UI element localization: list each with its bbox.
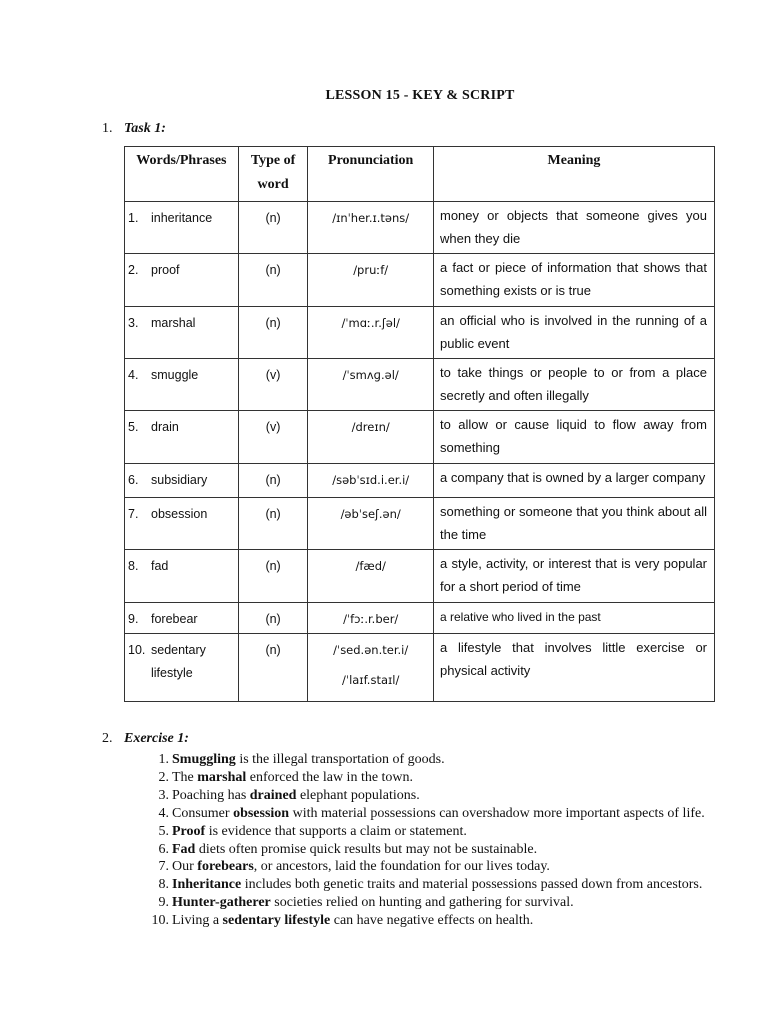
meaning-cell: a company that is owned by a larger company — [434, 464, 715, 498]
word-text: obsession — [151, 507, 208, 521]
item-text-before: Living a — [172, 913, 223, 929]
row-number: 2. — [128, 263, 139, 277]
pronunciation-cell: /pruːf/ — [308, 254, 434, 307]
item-number: 8. — [158, 877, 169, 893]
table-row — [125, 254, 715, 307]
item-number: 3. — [158, 787, 169, 803]
meaning-cell: to allow or cause liquid to flow away from something — [434, 411, 715, 464]
pronunciation-line: /ˈsed.ən.ter.i/ — [333, 643, 409, 657]
exercise1-heading — [102, 731, 189, 747]
meaning-cell: an official who is involved in the running of a public event — [434, 307, 715, 359]
table-row — [125, 202, 715, 254]
meaning-cell: a style, activity, or interest that is very popular for a short period of time — [434, 550, 715, 603]
list-item — [147, 769, 705, 787]
item-keyword: marshal — [197, 769, 247, 785]
item-keyword: forebears — [197, 859, 254, 875]
word-cell — [125, 202, 239, 254]
type-cell: (n) — [238, 603, 308, 634]
pronunciation-line: /ˈlaɪf.staɪl/ — [342, 673, 400, 687]
item-text-before: Consumer — [172, 805, 234, 821]
item-text-after: diets often promise quick results but may not be sustainable. — [195, 841, 538, 857]
type-cell: (v) — [238, 411, 308, 464]
task1-number: 1. — [102, 121, 113, 136]
exercise1-number: 2. — [102, 731, 113, 746]
table-row — [125, 603, 715, 634]
item-number: 7. — [158, 859, 169, 875]
type-cell: (n) — [238, 550, 308, 603]
table-row — [125, 411, 715, 464]
item-number: 10. — [151, 913, 169, 929]
header-words: Words/Phrases — [125, 147, 239, 202]
word-text: forebear — [151, 612, 198, 626]
item-keyword: Fad — [172, 841, 196, 857]
exercise1-label: Exercise 1: — [124, 731, 189, 746]
list-item — [147, 894, 705, 912]
table-header-row — [125, 147, 715, 202]
meaning-cell: a relative who lived in the past — [434, 603, 715, 634]
word-cell — [125, 307, 239, 359]
item-keyword: Inheritance — [172, 877, 242, 893]
header-pronunciation: Pronunciation — [308, 147, 434, 202]
item-keyword: drained — [249, 787, 297, 803]
word-cell — [125, 498, 239, 550]
item-keyword: obsession — [233, 805, 290, 821]
task1-heading — [102, 121, 166, 137]
item-keyword: sedentary lifestyle — [222, 913, 331, 929]
exercise1-list — [147, 751, 705, 930]
item-number: 1. — [158, 752, 169, 767]
type-cell: (n) — [238, 307, 308, 359]
type-cell: (n) — [238, 464, 308, 498]
item-text-after: can have negative effects on health. — [330, 913, 534, 929]
word-text: fad — [151, 559, 169, 573]
pronunciation-cell: /səbˈsɪd.i.er.i/ — [308, 464, 434, 498]
type-cell: (n) — [238, 254, 308, 307]
item-keyword: Proof — [172, 823, 206, 839]
pronunciation-cell: /dreɪn/ — [308, 411, 434, 464]
pronunciation-cell: /əbˈseʃ.ən/ — [308, 498, 434, 550]
item-text-after: elephant populations. — [296, 787, 420, 803]
item-text-after: societies relied on hunting and gathering for survival. — [270, 895, 574, 911]
page-title: LESSON 15 - KEY & SCRIPT — [325, 88, 515, 103]
word-cell — [125, 254, 239, 307]
word-text: inheritance — [151, 211, 213, 225]
table-row — [125, 307, 715, 359]
item-number: 2. — [158, 769, 169, 785]
table-row — [125, 550, 715, 603]
row-number: 7. — [128, 507, 139, 521]
type-cell: (n) — [238, 202, 308, 254]
list-item — [147, 841, 705, 859]
meaning-cell: something or someone that you think about all the time — [434, 498, 715, 550]
list-item — [147, 876, 705, 894]
word-cell — [125, 411, 239, 464]
row-number: 1. — [128, 211, 139, 225]
item-text-after: includes both genetic traits and material possessions passed down from ancestors. — [241, 877, 703, 893]
list-item — [147, 823, 705, 841]
pronunciation-cell: /ˈsmʌɡ.əl/ — [308, 359, 434, 411]
item-text-before: Our — [172, 859, 198, 875]
item-text-after: is evidence that supports a claim or statement. — [205, 823, 467, 839]
type-cell: (v) — [238, 359, 308, 411]
meaning-cell: to take things or people to or from a place secretly and often illegally — [434, 359, 715, 411]
table-row — [125, 359, 715, 411]
meaning-cell: a fact or piece of information that shows that something exists or is true — [434, 254, 715, 307]
type-cell: (n) — [238, 634, 308, 702]
row-number: 10. — [128, 643, 146, 657]
table-row — [125, 498, 715, 550]
pronunciation-cell: /ɪnˈher.ɪ.təns/ — [308, 202, 434, 254]
row-number: 3. — [128, 316, 139, 330]
pronunciation-cell: /ˈmɑː.r.ʃəl/ — [308, 307, 434, 359]
list-item — [147, 912, 705, 930]
word-cell — [125, 464, 239, 498]
type-cell: (n) — [238, 498, 308, 550]
item-text-after: enforced the law in the town. — [246, 769, 414, 785]
header-type: Type of word — [238, 147, 308, 202]
pronunciation-cell: /fæd/ — [308, 550, 434, 603]
row-number: 6. — [128, 473, 139, 487]
row-number: 5. — [128, 420, 139, 434]
word-text: marshal — [151, 316, 196, 330]
item-text-after: is the illegal transportation of goods. — [235, 752, 445, 767]
item-text-before: The — [172, 769, 198, 785]
item-number: 9. — [158, 895, 169, 911]
item-text-after: , or ancestors, laid the foundation for our lives today. — [253, 859, 550, 875]
list-item — [147, 805, 705, 823]
item-keyword: Smuggling — [172, 752, 236, 767]
item-text-after: with material possessions can overshadow more important aspects of life. — [289, 805, 705, 821]
pronunciation-cell — [308, 634, 434, 702]
vocabulary-table — [124, 146, 715, 702]
row-number: 4. — [128, 368, 139, 382]
header-meaning: Meaning — [434, 147, 715, 202]
list-item — [147, 751, 705, 769]
item-text-before: Poaching has — [172, 787, 250, 803]
word-text: smuggle — [151, 368, 199, 382]
word-text: subsidiary — [151, 473, 208, 487]
list-item — [147, 858, 705, 876]
item-keyword: Hunter-gatherer — [172, 895, 271, 911]
word-text: proof — [151, 263, 180, 277]
word-cell — [125, 359, 239, 411]
word-text: sedentary lifestyle — [151, 643, 206, 680]
table-row — [125, 634, 715, 702]
row-number: 9. — [128, 612, 139, 626]
word-text: drain — [151, 420, 179, 434]
pronunciation-cell: /ˈfɔː.r.ber/ — [308, 603, 434, 634]
meaning-cell: a lifestyle that involves little exercise or physical activity — [434, 634, 715, 702]
item-number: 5. — [158, 823, 169, 839]
word-cell — [125, 550, 239, 603]
word-cell — [125, 603, 239, 634]
task1-label: Task 1: — [124, 121, 166, 136]
word-cell — [125, 634, 239, 702]
meaning-cell: money or objects that someone gives you when they die — [434, 202, 715, 254]
item-number: 6. — [158, 841, 169, 857]
table-row — [125, 464, 715, 498]
row-number: 8. — [128, 559, 139, 573]
list-item — [147, 787, 705, 805]
item-number: 4. — [158, 805, 169, 821]
